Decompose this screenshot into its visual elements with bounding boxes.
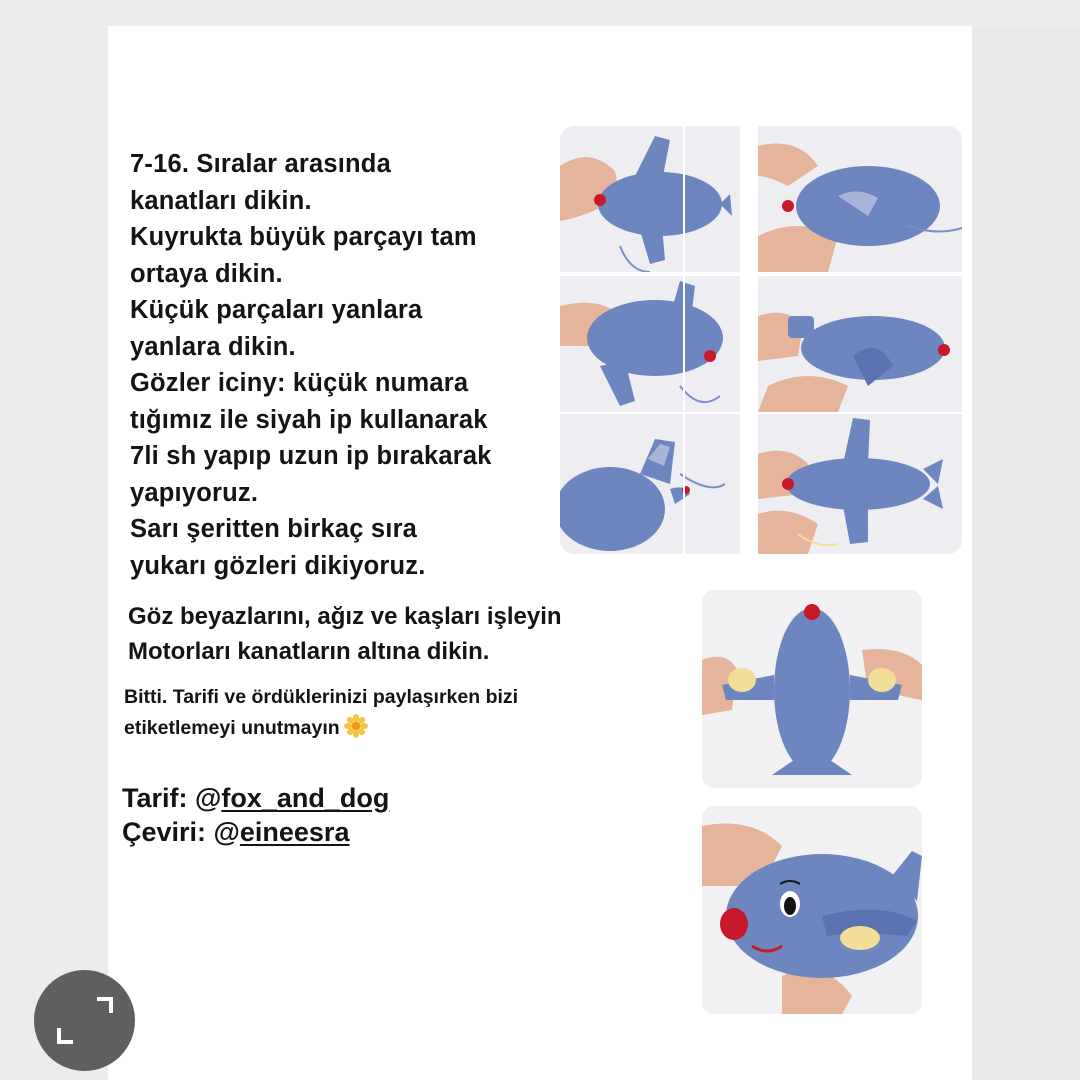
step-photo-5	[560, 414, 740, 554]
right-margin	[972, 26, 1080, 1080]
recipe-handle-link[interactable]: fox_and_dog	[221, 783, 390, 813]
instruction-line: 7-16. Sıralar arasında	[130, 150, 391, 178]
expand-button[interactable]	[34, 970, 135, 1071]
instruction-line: tığımız ile siyah ip kullanarak	[130, 405, 488, 434]
instruction-line: Gözler iciny: küçük numara	[130, 369, 469, 397]
recipe-label: Tarif: @	[122, 783, 222, 813]
instruction-line: kanatları dikin.	[130, 186, 312, 215]
note-line	[124, 713, 518, 744]
sunflower-emoji-icon	[344, 714, 368, 738]
note-line: Bitti. Tarifi ve ördüklerinizi paylaşırken bizi	[124, 686, 519, 708]
translation-credit	[122, 815, 389, 849]
note-line-text: etiketlemeyi unutmayın	[124, 717, 340, 739]
step-photo-4	[758, 276, 962, 412]
instruction-line: Sarı şeritten birkaç sıra	[130, 515, 418, 543]
expand-corners-icon	[34, 970, 135, 1071]
left-margin	[0, 26, 108, 1080]
instruction-line: ortaya dikin.	[130, 259, 283, 288]
instruction-line: yanlara dikin.	[130, 332, 296, 361]
step-photo-1	[560, 126, 740, 272]
instruction-text	[130, 146, 550, 584]
finished-photo-top	[702, 590, 922, 788]
step-photo-2	[758, 126, 962, 272]
instruction-line: yapıyoruz.	[130, 478, 259, 507]
translation-label: Çeviri: @	[122, 817, 240, 847]
finishing-line: Motorları kanatların altına dikin.	[128, 638, 490, 665]
credits	[122, 781, 389, 849]
translation-handle-link[interactable]: eineesra	[239, 817, 350, 847]
finished-photo-face	[702, 806, 922, 1014]
instruction-line: Küçük parçaları yanlara	[130, 296, 423, 324]
closing-note	[124, 682, 518, 744]
instruction-line: Kuyrukta büyük parçayı tam	[130, 223, 477, 251]
recipe-credit	[122, 781, 389, 815]
instruction-line: 7li sh yapıp uzun ip bırakarak	[130, 442, 492, 470]
finishing-text	[128, 599, 562, 669]
instruction-line: yukarı gözleri dikiyoruz.	[130, 551, 426, 580]
finishing-line: Göz beyazlarını, ağız ve kaşları işleyin	[128, 603, 562, 630]
step-photo-6	[758, 414, 962, 554]
step-photo-3	[560, 276, 740, 412]
pattern-page	[108, 26, 972, 1080]
